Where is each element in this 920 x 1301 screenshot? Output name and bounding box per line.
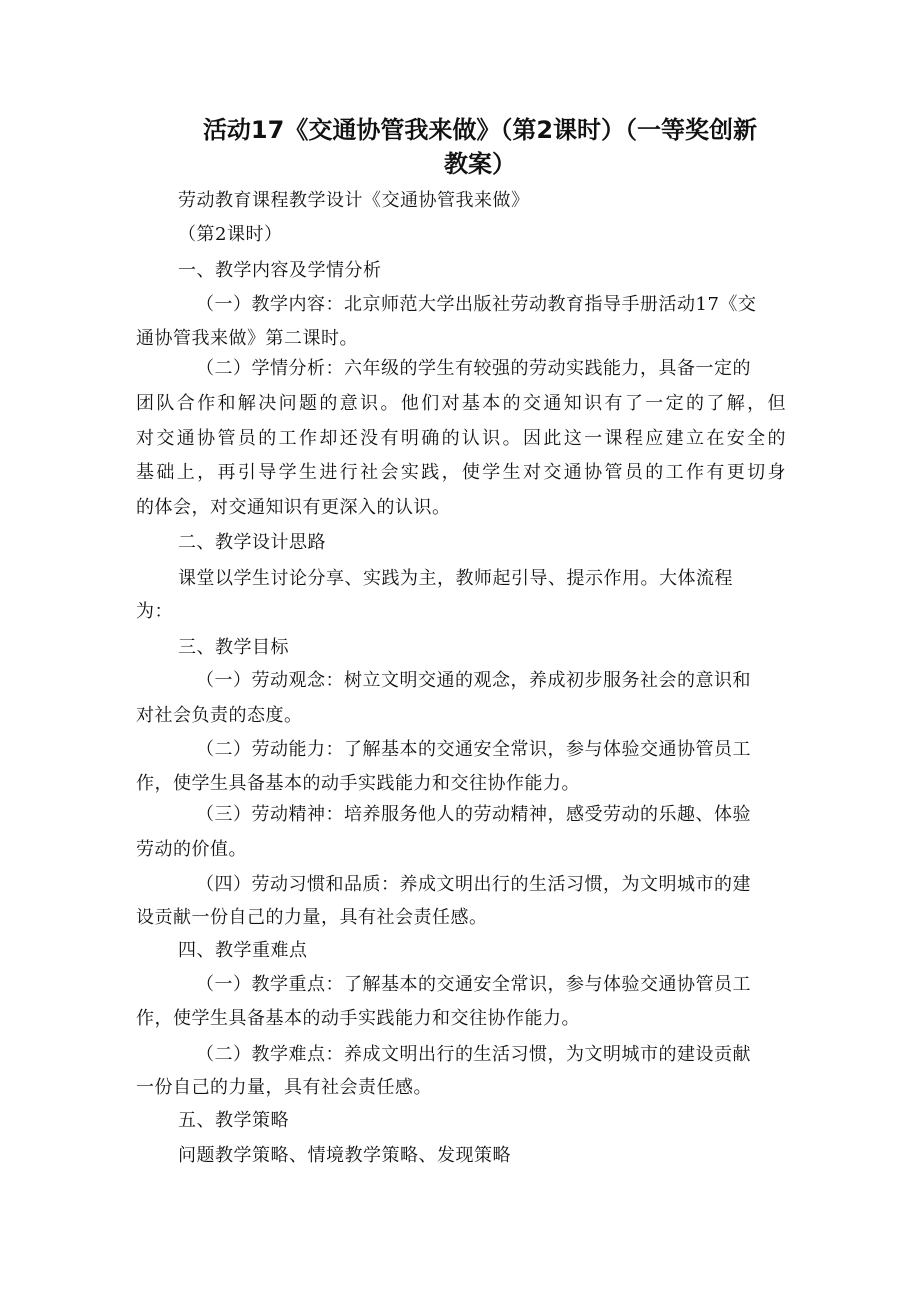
student-analysis-line-1: （二）学情分析：六年级的学生有较强的劳动实践能力，具备一定的 bbox=[196, 358, 751, 379]
goal-4-line-1: （四）劳动习惯和品质：养成文明出行的生活习惯，为文明城市的建 bbox=[196, 874, 751, 895]
design-idea-line-2: 为： bbox=[136, 601, 173, 622]
student-analysis-line-2: 团队合作和解决问题的意识。他们对基本的交通知识有了一定的了解，但 bbox=[136, 393, 786, 414]
goal-1-line-2: 对社会负责的态度。 bbox=[136, 705, 303, 726]
key-point-line-2: 作，使学生具备基本的动手实践能力和交往协作能力。 bbox=[136, 1008, 580, 1029]
section-2-heading: 二、教学设计思路 bbox=[178, 532, 326, 553]
design-idea-line-1: 课堂以学生讨论分享、实践为主，教师起引导、提示作用。大体流程 bbox=[178, 568, 733, 589]
student-analysis-line-3: 对交通协管员的工作却还没有明确的认识。因此这一课程应建立在安全的 bbox=[136, 428, 786, 449]
student-analysis-line-5: 的体会，对交通知识有更深入的认识。 bbox=[136, 497, 451, 518]
goal-3-line-2: 劳动的价值。 bbox=[136, 839, 247, 860]
goal-3-line-1: （三）劳动精神：培养服务他人的劳动精神，感受劳动的乐趣、体验 bbox=[196, 804, 751, 825]
difficulty-line-2: 一份自己的力量，具有社会责任感。 bbox=[136, 1077, 432, 1098]
key-point-line-1: （一）教学重点：了解基本的交通安全常识，参与体验交通协管员工 bbox=[196, 974, 751, 995]
teaching-content-line-1: （一）教学内容：北京师范大学出版社劳动教育指导手册活动17《交 bbox=[196, 294, 757, 315]
goal-2-line-1: （二）劳动能力：了解基本的交通安全常识，参与体验交通协管员工 bbox=[196, 739, 751, 760]
document-title-line-1: 活动17《交通协管我来做》（第2课时）（一等奖创新 bbox=[202, 116, 758, 144]
goal-2-line-2: 作，使学生具备基本的动手实践能力和交往协作能力。 bbox=[136, 773, 580, 794]
section-3-heading: 三、教学目标 bbox=[178, 637, 289, 658]
strategy-text: 问题教学策略、情境教学策略、发现策略 bbox=[178, 1145, 511, 1166]
document-subtitle: 劳动教育课程教学设计《交通协管我来做》 bbox=[178, 190, 530, 211]
lesson-number: （第2课时） bbox=[178, 224, 283, 245]
teaching-content-line-2: 通协管我来做》第二课时。 bbox=[136, 328, 358, 349]
section-4-heading: 四、教学重难点 bbox=[178, 940, 308, 961]
goal-1-line-1: （一）劳动观念：树立文明交通的观念，养成初步服务社会的意识和 bbox=[196, 670, 751, 691]
document-title-line-2: 教案） bbox=[444, 150, 516, 178]
difficulty-line-1: （二）教学难点：养成文明出行的生活习惯，为文明城市的建设贡献 bbox=[196, 1044, 751, 1065]
student-analysis-line-4: 基础上，再引导学生进行社会实践，使学生对交通协管员的工作有更切身 bbox=[136, 462, 786, 483]
goal-4-line-2: 设贡献一份自己的力量，具有社会责任感。 bbox=[136, 907, 488, 928]
section-5-heading: 五、教学策略 bbox=[178, 1110, 289, 1131]
section-1-heading: 一、教学内容及学情分析 bbox=[178, 260, 382, 281]
